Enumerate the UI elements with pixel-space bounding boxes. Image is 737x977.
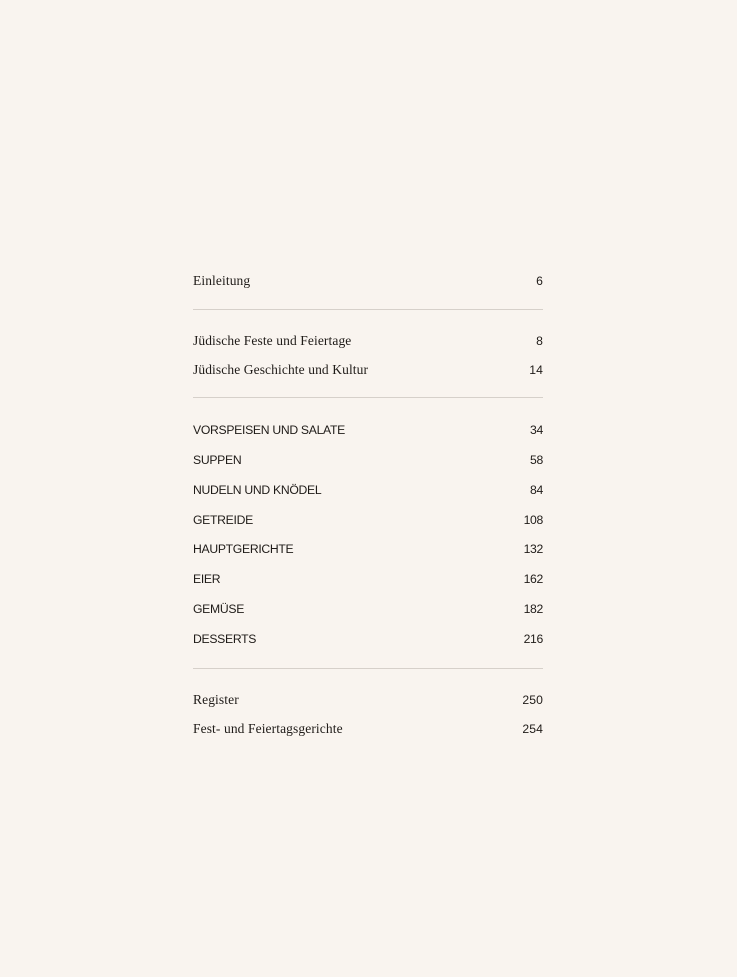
- toc-entry-title: Register: [193, 691, 239, 707]
- toc-entry-page: 254: [522, 722, 543, 737]
- section-divider: [193, 668, 543, 669]
- toc-section-background: [193, 326, 543, 386]
- toc-entry[interactable]: [193, 715, 543, 745]
- toc-entry-page: 250: [522, 692, 543, 707]
- toc-chapter-page: 216: [523, 631, 543, 646]
- toc-chapter-entry[interactable]: [193, 415, 543, 445]
- section-divider: [193, 397, 543, 398]
- toc-entry-title: Jüdische Feste und Feiertage: [193, 332, 352, 348]
- toc-chapter-entry[interactable]: [193, 594, 543, 624]
- toc-entry[interactable]: [193, 326, 543, 356]
- toc-chapter-title: VORSPEISEN UND SALATE: [193, 423, 345, 438]
- toc-chapter-title: HAUPTGERICHTE: [193, 542, 294, 557]
- toc-chapter-title: GETREIDE: [193, 512, 253, 527]
- toc-entry-title: Jüdische Geschichte und Kultur: [193, 362, 369, 378]
- toc-chapter-title: DESSERTS: [193, 631, 257, 646]
- toc-entry-page: 6: [536, 273, 543, 288]
- toc-chapter-entry[interactable]: [193, 624, 543, 654]
- toc-chapter-title: NUDELN UND KNÖDEL: [193, 482, 322, 497]
- toc-section-appendix: [193, 685, 543, 745]
- toc-chapter-entry[interactable]: [193, 475, 543, 505]
- toc-entry-page: 14: [529, 363, 543, 378]
- toc-chapter-page: 84: [530, 482, 543, 497]
- toc-entry-page: 8: [536, 333, 543, 348]
- toc-chapter-page: 182: [523, 602, 543, 617]
- toc-chapter-page: 132: [523, 542, 543, 557]
- toc-chapter-page: 162: [523, 572, 543, 587]
- toc-chapter-title: GEMÜSE: [193, 602, 245, 617]
- toc-chapter-page: 34: [530, 423, 543, 438]
- toc-chapter-title: SUPPEN: [193, 453, 242, 468]
- toc-entry[interactable]: [193, 356, 543, 386]
- toc-entry[interactable]: [193, 685, 543, 715]
- section-divider: [193, 309, 543, 310]
- toc-chapter-page: 108: [523, 512, 543, 527]
- toc-section-chapters: [193, 415, 543, 653]
- toc-entry[interactable]: [193, 266, 543, 296]
- toc-chapter-page: 58: [530, 453, 543, 468]
- toc-chapter-entry[interactable]: [193, 535, 543, 565]
- toc-chapter-entry[interactable]: [193, 564, 543, 594]
- table-of-contents: [193, 266, 543, 744]
- toc-chapter-title: EIER: [193, 572, 221, 587]
- toc-section-intro: [193, 266, 543, 296]
- toc-entry-title: Fest- und Feiertagsgerichte: [193, 721, 343, 737]
- toc-entry-title: Einleitung: [193, 272, 251, 288]
- toc-chapter-entry[interactable]: [193, 445, 543, 475]
- toc-chapter-entry[interactable]: [193, 505, 543, 535]
